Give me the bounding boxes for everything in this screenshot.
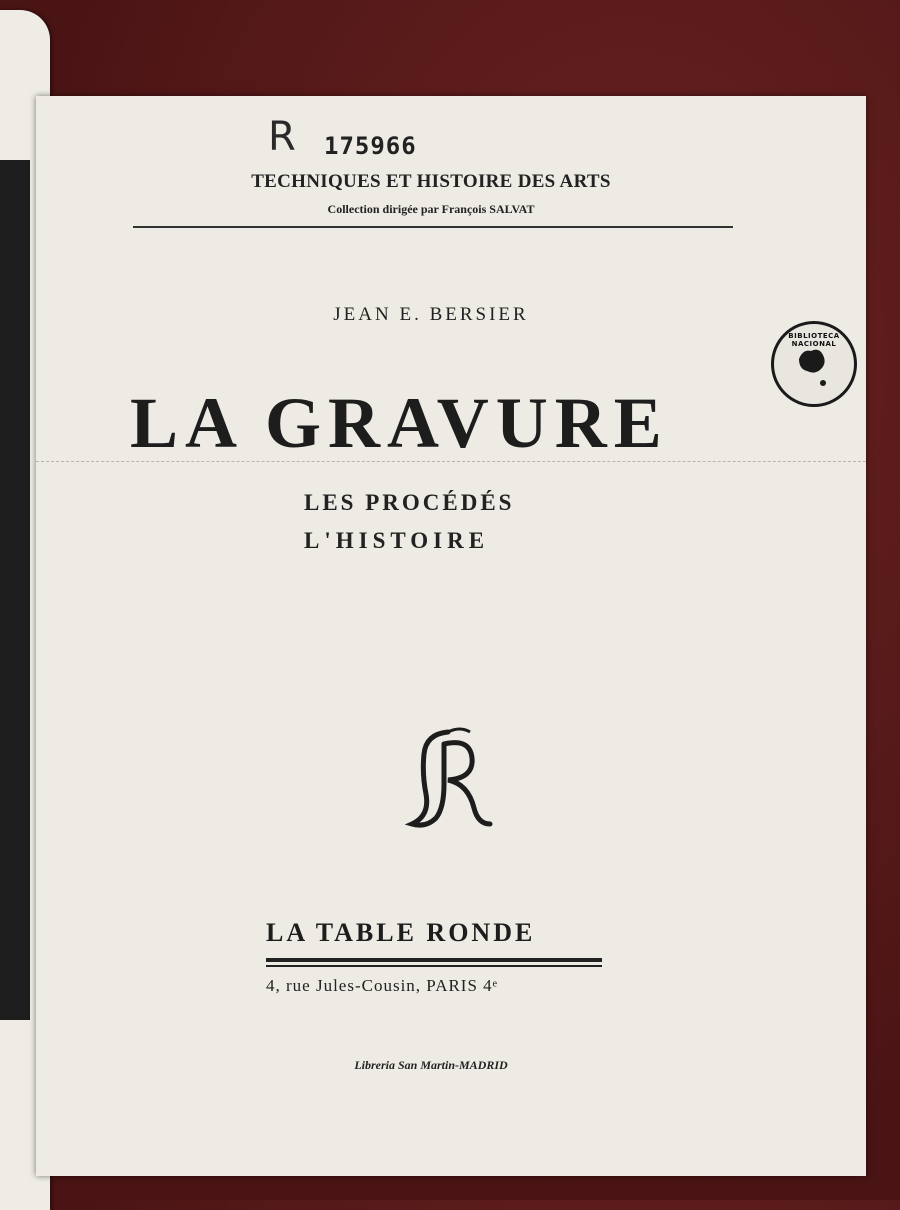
facing-page-shadow [0,160,30,1020]
subtitle-line-2: L'HISTOIRE [304,528,490,553]
publisher-rule-thick [266,958,602,962]
fold-line [36,461,866,464]
book-title: LA GRAVURE [130,383,669,463]
stamp-number: 175966 [324,132,417,160]
author-name: JEAN E. BERSIER [333,304,529,325]
publisher-address: 4, rue Jules-Cousin, PARIS 4ᵉ [266,976,499,995]
publisher-name: LA TABLE RONDE [266,918,536,947]
seal-emblem-icon [771,321,851,401]
subtitle-line-1: LES PROCÉDÉS [304,490,515,515]
series-title: TECHNIQUES ET HISTOIRE DES ARTS [251,171,611,192]
series-collection: Collection dirigée par François SALVAT [327,202,535,216]
library-seal [771,321,857,407]
seal-text: BIBLIOTECA NACIONAL [788,332,840,348]
publisher-rule-thin [266,965,602,967]
stamp-letter: R [268,114,296,160]
divider-rule [133,226,733,228]
publisher-monogram-icon [386,724,506,839]
bookseller-stamp: Libreria San Martin-MADRID [354,1058,508,1072]
title-page [36,96,866,1176]
